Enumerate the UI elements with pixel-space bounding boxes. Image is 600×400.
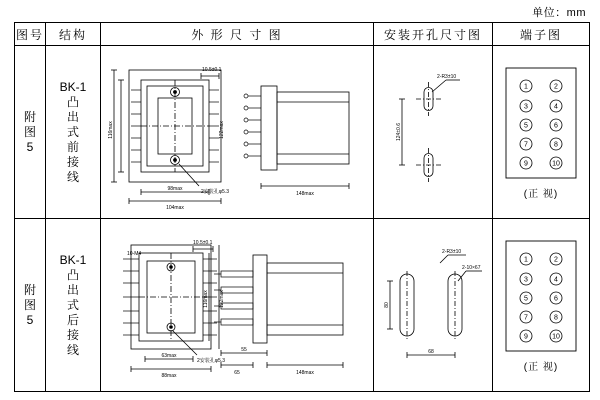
row2-id-char-3: 5	[26, 312, 34, 327]
row1-mounting-drawing	[374, 46, 490, 217]
row1-structure-line-6: 线	[66, 169, 79, 184]
row2-terminal-3: 3	[524, 276, 528, 284]
header-mounting: 安装开孔尺寸图	[374, 23, 493, 46]
row2-mounting-cell	[374, 219, 493, 392]
row2-structure-cell	[46, 219, 101, 392]
row2-mount-hole-note-1: 2-R3±10	[442, 249, 462, 255]
table-header	[15, 23, 590, 46]
row2-outline-drawing	[101, 219, 371, 390]
header-structure: 结构	[46, 23, 101, 46]
row2-dim-height-b: 122max	[219, 290, 225, 308]
row2-terminal-4: 4	[554, 276, 558, 284]
row1-terminal-cell	[493, 46, 590, 219]
row1-structure-line-1: 凸	[66, 94, 79, 109]
row1-structure-line-5: 接	[66, 154, 79, 169]
row2-terminal-9: 9	[524, 333, 528, 341]
row2-structure-line-1: 凸	[66, 267, 79, 282]
row2-dim-top-small: 10.5±0.1	[193, 240, 213, 246]
row2-dim-m4: 10-M4	[127, 251, 142, 257]
row2-dim-bottom-outer: 88max	[161, 373, 177, 379]
row2-hole-note: 2安装孔φ5.3	[197, 358, 225, 364]
row1-mount-height: 124±0.6	[396, 122, 402, 142]
row2-mounting-drawing	[374, 219, 490, 390]
row1-terminal-9: 9	[524, 160, 528, 168]
row2-dim-mid: 65	[234, 370, 240, 376]
row1-terminal-4: 4	[554, 103, 558, 111]
row2-terminal-diagram	[502, 237, 580, 355]
header-terminal: 端子图	[493, 23, 590, 46]
row2-structure-line-6: 线	[66, 342, 79, 357]
row1-mount-hole-note: 2-R3±10	[437, 74, 457, 80]
row1-terminal-caption: (正 视)	[523, 189, 559, 200]
row1-outline-cell	[101, 46, 374, 219]
row1-terminal-6: 6	[554, 122, 558, 130]
row2-mount-hole-note-2: 2-10×67	[462, 265, 481, 271]
row2-terminal-1: 1	[524, 256, 528, 264]
row2-dim-length: 148max	[296, 370, 314, 376]
row1-terminal-2: 2	[554, 83, 558, 91]
row1-structure-line-3: 式	[66, 124, 79, 139]
header-id: 图号	[15, 23, 46, 46]
row2-structure-line-4: 后	[66, 312, 79, 327]
row1-terminal-diagram	[502, 64, 580, 182]
table-row	[15, 46, 590, 219]
row1-dim-inner-height: 122max	[219, 121, 225, 139]
row2-dim-height-a: 116max	[203, 290, 209, 308]
table-row	[15, 219, 590, 392]
row1-terminal-7: 7	[524, 141, 528, 149]
row2-mount-width: 68	[428, 349, 434, 355]
row2-terminal-6: 6	[554, 295, 558, 303]
row1-hole-note: 2安装孔φ5.3	[201, 189, 229, 195]
row2-terminal-7: 7	[524, 314, 528, 322]
row1-structure-line-2: 出	[66, 109, 79, 124]
row1-terminal-10: 10	[552, 160, 560, 168]
row1-structure-model: BK-1	[59, 79, 87, 94]
row1-terminal-5: 5	[524, 122, 528, 130]
row2-outline-cell	[101, 219, 374, 392]
unit-note: 单位：mm	[532, 7, 586, 19]
row1-id-char-1: 附	[23, 109, 36, 124]
row1-terminal-8: 8	[554, 141, 558, 149]
table-header-row	[15, 23, 590, 46]
row2-id-char-1: 附	[23, 282, 36, 297]
row1-dim-top-small: 10.5±0.1	[202, 67, 222, 73]
row2-terminal-10: 10	[552, 333, 560, 341]
header-outline: 外 形 尺 寸 图	[101, 23, 374, 46]
row2-structure-model: BK-1	[59, 252, 87, 267]
row1-outline-drawing	[101, 46, 371, 217]
spec-table	[14, 22, 590, 392]
row1-dim-left-height: 116max	[108, 121, 114, 139]
row1-structure-cell	[46, 46, 101, 219]
row2-terminal-8: 8	[554, 314, 558, 322]
row2-dim-short: 55	[241, 347, 247, 353]
row1-terminal-1: 1	[524, 83, 528, 91]
row2-terminal-2: 2	[554, 256, 558, 264]
row1-dim-bottom-inner: 98max	[167, 186, 183, 192]
row2-terminal-caption: (正 视)	[523, 362, 559, 373]
row1-dim-length: 148max	[296, 191, 314, 197]
row1-dim-bottom-outer: 104max	[166, 205, 184, 211]
row2-structure-line-5: 接	[66, 327, 79, 342]
row2-terminal-cell	[493, 219, 590, 392]
row1-id-cell	[15, 46, 46, 219]
row1-structure-line-4: 前	[66, 139, 79, 154]
row2-id-char-2: 图	[23, 297, 36, 312]
row1-mounting-cell	[374, 46, 493, 219]
row2-mount-height: 80	[384, 302, 390, 308]
row1-id-char-3: 5	[26, 139, 34, 154]
row2-terminal-5: 5	[524, 295, 528, 303]
row1-terminal-3: 3	[524, 103, 528, 111]
row2-id-cell	[15, 219, 46, 392]
row2-structure-line-3: 式	[66, 297, 79, 312]
row1-id-char-2: 图	[23, 124, 36, 139]
row2-structure-line-2: 出	[66, 282, 79, 297]
row2-dim-bottom-inner: 63max	[161, 353, 177, 359]
